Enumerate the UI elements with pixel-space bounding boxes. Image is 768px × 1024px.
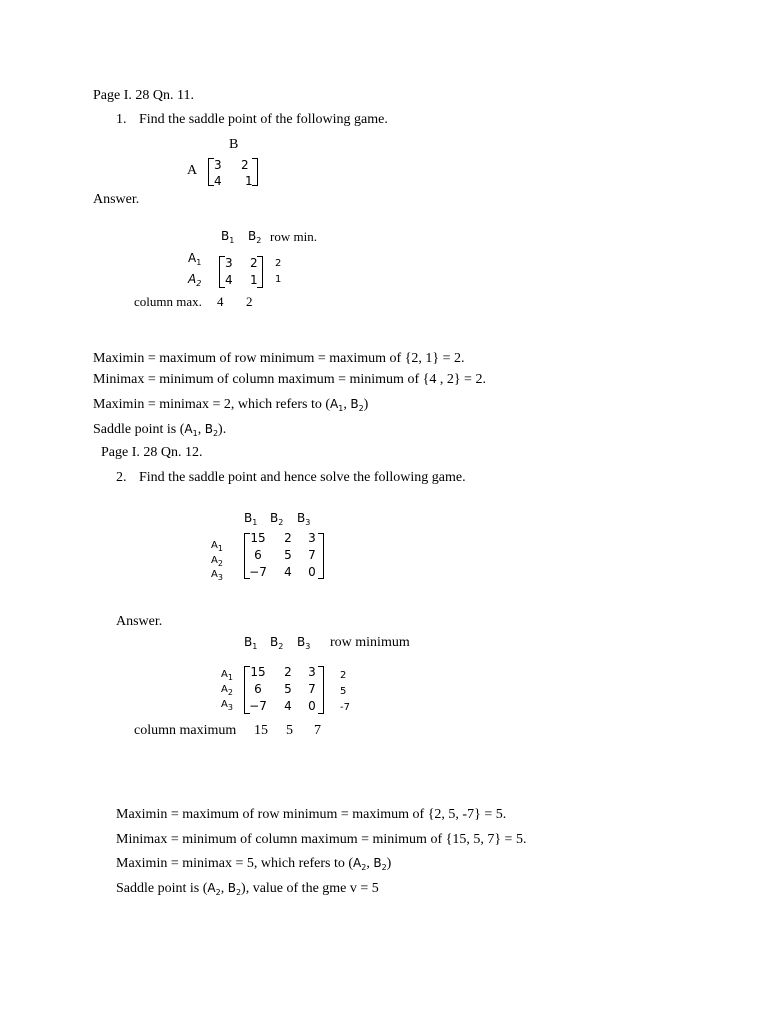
q1-player-b-label: B [229, 137, 239, 152]
q2-matrix-cell: 2 [284, 531, 292, 545]
q2-minimax-line: Minimax = minimum of column maximum = minimum of {15, 5, 7} = 5. [116, 832, 527, 847]
q2-number: 2. [116, 470, 127, 485]
q2-maximin-line: Maximin = maximum of row minimum = maximum of {2, 5, -7} = 5. [116, 807, 507, 822]
q2-matrix-cell: 7 [308, 548, 316, 562]
q2-row-label-a1: $A_1$ [211, 540, 223, 553]
q2-answer-matrix-cell: 15 [250, 665, 266, 679]
q2-col-max-value: 15 [254, 723, 268, 738]
q2-matrix-cell: 6 [254, 548, 262, 562]
q2-answer-matrix-cell: 2 [284, 665, 292, 679]
q2-col-header-b1: $B_1$ [244, 511, 258, 527]
q1-answer-matrix-cell: 3 [225, 256, 233, 270]
q2-row-min-value: -7 [340, 702, 350, 713]
q2-matrix-cell: 5 [284, 548, 292, 562]
q1-question-text: Find the saddle point of the following game. [139, 112, 388, 127]
q2-col-header-b2: $B_2$ [270, 511, 284, 527]
q1-matrix-cell: 1 [245, 174, 253, 188]
q1-minimax-line: Minimax = minimum of column maximum = minimum of {4 , 2} = 2. [93, 372, 486, 387]
q1-row-label-a1: $A_1$ [188, 251, 202, 267]
q1-matrix-cell: 4 [214, 174, 222, 188]
q2-answer-matrix-cell: 5 [284, 682, 292, 696]
q2-question-text: Find the saddle point and hence solve the following game. [139, 470, 466, 485]
q1-col-max-value: 4 [217, 294, 224, 309]
q1-answer-matrix-cell: 1 [250, 273, 258, 287]
q2-answer-row-label-a3: $A_3$ [221, 699, 233, 712]
q2-answer-matrix-cell: 6 [254, 682, 262, 696]
q2-col-max-value: 7 [314, 723, 321, 738]
q2-answer-matrix-cell: −7 [249, 699, 267, 713]
q2-answer-matrix-cell: 0 [308, 699, 316, 713]
q1-saddle-point-line: Saddle point is ($A_1$, $B_2$). [93, 422, 227, 438]
q2-row-min-value: 5 [340, 686, 347, 697]
q2-answer-matrix-cell: 3 [308, 665, 316, 679]
q1-matrix-right-bracket [252, 158, 258, 186]
q2-answer-col-header-b3: $B_3$ [297, 635, 311, 651]
q1-answer-matrix-cell: 2 [250, 256, 258, 270]
q2-equality-line: Maximin = minimax = 5, which refers to ($A_2$, $B_2$) [116, 856, 392, 872]
q2-row-label-a2: $A_2$ [211, 555, 223, 568]
q2-row-min-label: row minimum [330, 635, 410, 650]
q1-row-label-a2: $A_2$ [188, 272, 202, 288]
q1-maximin-line: Maximin = maximum of row minimum = maximum of {2, 1} = 2. [93, 351, 465, 366]
q2-answer-matrix-cell: 7 [308, 682, 316, 696]
q2-answer-col-header-b1: $B_1$ [244, 635, 258, 651]
q1-col-max-value: 2 [246, 294, 253, 309]
q1-reference: Page I. 28 Qn. 11. [93, 88, 194, 103]
q1-matrix-cell: 2 [241, 158, 249, 172]
q2-row-label-a3: $A_3$ [211, 569, 223, 582]
q2-saddle-point-line: Saddle point is ($A_2$, $B_2$), value of the gme v = 5 [116, 881, 379, 897]
q2-answer-row-label-a1: $A_1$ [221, 669, 233, 682]
q2-reference: Page I. 28 Qn. 12. [101, 445, 203, 460]
q1-player-a-label: A [187, 163, 198, 178]
q2-matrix-cell: −7 [249, 565, 267, 579]
q2-answer-col-header-b2: $B_2$ [270, 635, 284, 651]
q2-matrix-cell: 0 [308, 565, 316, 579]
q1-col-header-b2: $B_2$ [248, 229, 262, 245]
q2-col-header-b3: $B_3$ [297, 511, 311, 527]
q2-answer-matrix-cell: 4 [284, 699, 292, 713]
q2-matrix-cell: 4 [284, 565, 292, 579]
q2-matrix-cell: 15 [250, 531, 266, 545]
q1-answer-matrix-cell: 4 [225, 273, 233, 287]
q1-col-header-b1: $B_1$ [221, 229, 235, 245]
q2-col-max-value: 5 [286, 723, 293, 738]
q1-equality-line: Maximin = minimax = 2, which refers to ($A_1$, $B_2$) [93, 397, 369, 413]
q2-answer-label: Answer. [116, 614, 163, 629]
q1-number: 1. [116, 112, 127, 127]
q1-matrix-cell: 3 [214, 158, 222, 172]
q1-row-min-label: row min. [270, 229, 317, 244]
q2-col-max-label: column maximum [134, 723, 237, 738]
q1-col-max-label: column max. [134, 294, 202, 309]
q1-answer-label: Answer. [93, 192, 140, 207]
q2-answer-row-label-a2: $A_2$ [221, 684, 233, 697]
q2-row-min-value: 2 [340, 670, 347, 681]
q1-answer-matrix-right-bracket [257, 256, 263, 288]
q1-row-min-value: 2 [275, 258, 282, 269]
q1-row-min-value: 1 [275, 274, 282, 285]
q2-matrix-cell: 3 [308, 531, 316, 545]
